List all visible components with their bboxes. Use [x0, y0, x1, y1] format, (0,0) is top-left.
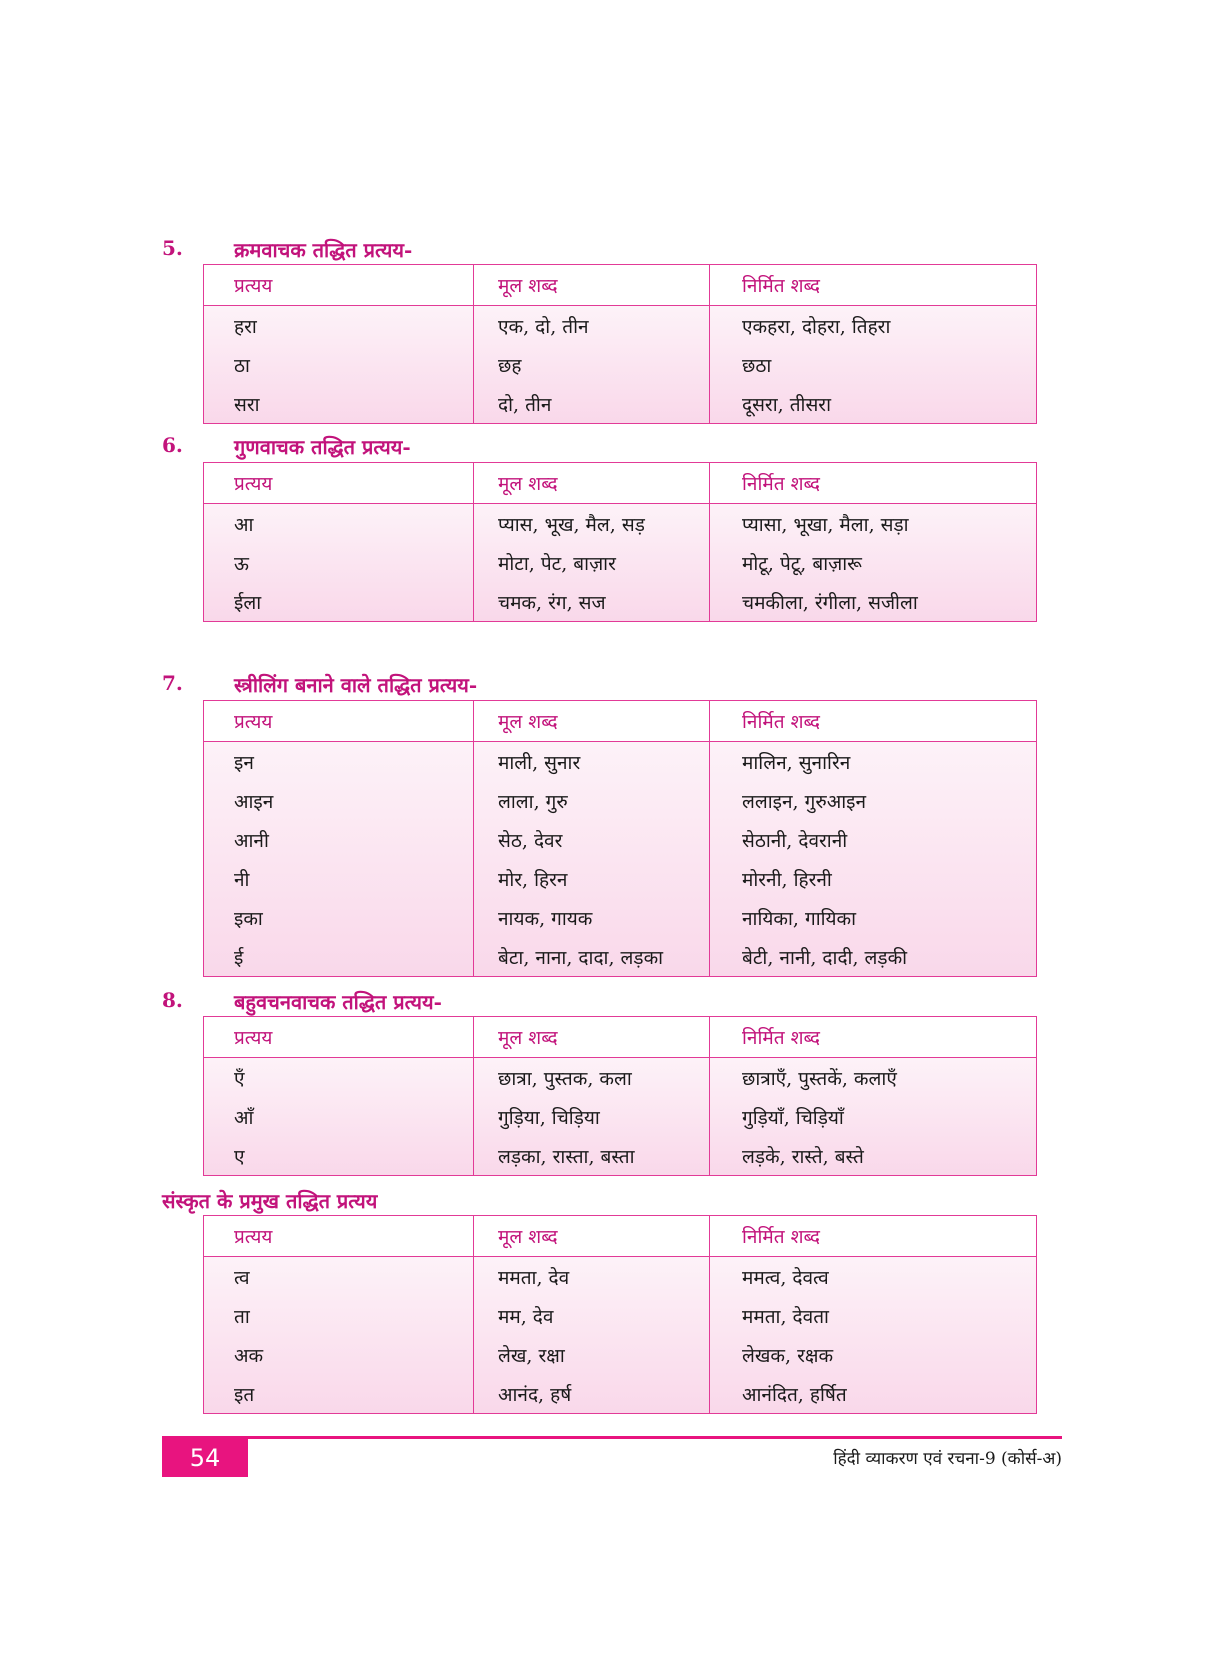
table-header-row [204, 463, 1037, 504]
cell-root-word: गुड़िया, चिड़िया [474, 1097, 710, 1136]
table-row [204, 1335, 1037, 1374]
table-row [204, 898, 1037, 937]
section-title: गुणवाचक तद्धित प्रत्यय- [234, 435, 411, 459]
cell-suffix: ईला [204, 582, 474, 622]
cell-derived-word: मोटू, पेटू, बाज़ारू [742, 552, 862, 575]
cell-suffix: ठा [204, 345, 474, 384]
cell-suffix: इन [204, 742, 474, 782]
table-row [204, 781, 1037, 820]
cell-root-word: बेटा, नाना, दादा, लड़का [474, 937, 710, 977]
cell-derived-word: आनंदित, हर्षित [742, 1383, 847, 1406]
cell-derived-word: छात्राएँ, पुस्तकें, कलाएँ [742, 1067, 897, 1090]
column-header-derived-word: निर्मित शब्द [710, 265, 1037, 306]
cell-root-word: आनंद, हर्ष [474, 1374, 710, 1414]
cell-root-word: लड़का, रास्ता, बस्ता [474, 1136, 710, 1176]
column-header-suffix: प्रत्यय [204, 265, 474, 306]
cell-derived-word: गुड़ियाँ, चिड़ियाँ [742, 1106, 844, 1129]
cell-suffix: आँ [204, 1097, 474, 1136]
table-row [204, 1374, 1037, 1414]
table-row [204, 345, 1037, 384]
table-row [204, 859, 1037, 898]
column-header-derived-word: निर्मित शब्द [710, 1017, 1037, 1058]
section-number: 6. [162, 433, 183, 457]
table-header-row [204, 1017, 1037, 1058]
column-header-suffix: प्रत्यय [204, 1216, 474, 1257]
cell-suffix: सरा [204, 384, 474, 424]
table-row [204, 543, 1037, 582]
cell-suffix: आनी [204, 820, 474, 859]
table-row [204, 1257, 1037, 1297]
table-row [204, 306, 1037, 346]
footer-divider [162, 1436, 1062, 1439]
book-title: हिंदी व्याकरण एवं रचना-9 (कोर्स-अ) [833, 1449, 1062, 1469]
column-header-derived-word: निर्मित शब्द [710, 1216, 1037, 1257]
column-header-suffix: प्रत्यय [204, 1017, 474, 1058]
cell-root-word: नायक, गायक [474, 898, 710, 937]
cell-root-word: मम, देव [474, 1296, 710, 1335]
section-number: 5. [162, 236, 183, 260]
cell-derived-word: बेटी, नानी, दादी, लड़की [742, 946, 908, 969]
column-header-root-word: मूल शब्द [474, 265, 710, 306]
column-header-suffix: प्रत्यय [204, 463, 474, 504]
cell-suffix: इका [204, 898, 474, 937]
section-number: 8. [162, 988, 183, 1012]
cell-suffix: त्व [204, 1257, 474, 1297]
section-title: स्त्रीलिंग बनाने वाले तद्धित प्रत्यय- [234, 673, 478, 697]
cell-derived-word: ममत्व, देवत्व [742, 1266, 829, 1289]
cell-derived-word: ललाइन, गुरुआइन [742, 790, 866, 813]
page-number: 54 [162, 1439, 248, 1477]
section-title: बहुवचनवाचक तद्धित प्रत्यय- [234, 990, 442, 1014]
cell-suffix: आइन [204, 781, 474, 820]
cell-root-word: मोटा, पेट, बाज़ार [474, 543, 710, 582]
column-header-root-word: मूल शब्द [474, 701, 710, 742]
table-row [204, 384, 1037, 424]
cell-derived-word: लड़के, रास्ते, बस्ते [742, 1145, 864, 1168]
cell-suffix: एँ [204, 1058, 474, 1098]
column-header-root-word: मूल शब्द [474, 1017, 710, 1058]
cell-suffix: ई [204, 937, 474, 977]
column-header-root-word: मूल शब्द [474, 463, 710, 504]
cell-derived-word: ममता, देवता [742, 1305, 829, 1328]
column-header-root-word: मूल शब्द [474, 1216, 710, 1257]
cell-suffix: ऊ [204, 543, 474, 582]
cell-derived-word: मोरनी, हिरनी [742, 868, 832, 891]
cell-suffix: हरा [204, 306, 474, 346]
cell-root-word: माली, सुनार [474, 742, 710, 782]
cell-root-word: छात्रा, पुस्तक, कला [474, 1058, 710, 1098]
cell-root-word: छह [474, 345, 710, 384]
cell-root-word: चमक, रंग, सज [474, 582, 710, 622]
table-row [204, 820, 1037, 859]
cell-suffix: आ [204, 504, 474, 544]
table-header-row [204, 701, 1037, 742]
table-header-row [204, 265, 1037, 306]
column-header-derived-word: निर्मित शब्द [710, 701, 1037, 742]
section-title: क्रमवाचक तद्धित प्रत्यय- [234, 238, 413, 262]
cell-suffix: नी [204, 859, 474, 898]
cell-derived-word: लेखक, रक्षक [742, 1344, 834, 1367]
column-header-derived-word: निर्मित शब्द [710, 463, 1037, 504]
cell-suffix: इत [204, 1374, 474, 1414]
cell-root-word: मोर, हिरन [474, 859, 710, 898]
cell-derived-word: सेठानी, देवरानी [742, 829, 848, 852]
cell-root-word: ममता, देव [474, 1257, 710, 1297]
suffix-table-7 [203, 700, 1037, 977]
cell-derived-word: छठा [742, 354, 772, 377]
cell-suffix: अक [204, 1335, 474, 1374]
cell-derived-word: दूसरा, तीसरा [742, 393, 831, 416]
table-header-row [204, 1216, 1037, 1257]
cell-derived-word: मालिन, सुनारिन [742, 751, 851, 774]
table-row [204, 1136, 1037, 1176]
cell-root-word: प्यास, भूख, मैल, सड़ [474, 504, 710, 544]
suffix-table-sanskrit [203, 1215, 1037, 1414]
suffix-table-5 [203, 264, 1037, 424]
cell-suffix: ता [204, 1296, 474, 1335]
table-row [204, 1058, 1037, 1098]
cell-root-word: सेठ, देवर [474, 820, 710, 859]
cell-suffix: ए [204, 1136, 474, 1176]
suffix-table-8 [203, 1016, 1037, 1176]
table-row [204, 937, 1037, 977]
column-header-suffix: प्रत्यय [204, 701, 474, 742]
cell-derived-word: प्यासा, भूखा, मैला, सड़ा [742, 513, 909, 536]
cell-derived-word: नायिका, गायिका [742, 907, 857, 930]
cell-root-word: लाला, गुरु [474, 781, 710, 820]
cell-derived-word: एकहरा, दोहरा, तिहरा [742, 315, 891, 338]
cell-root-word: दो, तीन [474, 384, 710, 424]
table-row [204, 742, 1037, 782]
section-title: संस्कृत के प्रमुख तद्धित प्रत्यय [162, 1189, 378, 1213]
suffix-table-6 [203, 462, 1037, 622]
table-row [204, 582, 1037, 622]
cell-root-word: लेख, रक्षा [474, 1335, 710, 1374]
cell-root-word: एक, दो, तीन [474, 306, 710, 346]
section-number: 7. [162, 671, 183, 695]
table-row [204, 1296, 1037, 1335]
table-row [204, 1097, 1037, 1136]
table-row [204, 504, 1037, 544]
cell-derived-word: चमकीला, रंगीला, सजीला [742, 591, 918, 614]
